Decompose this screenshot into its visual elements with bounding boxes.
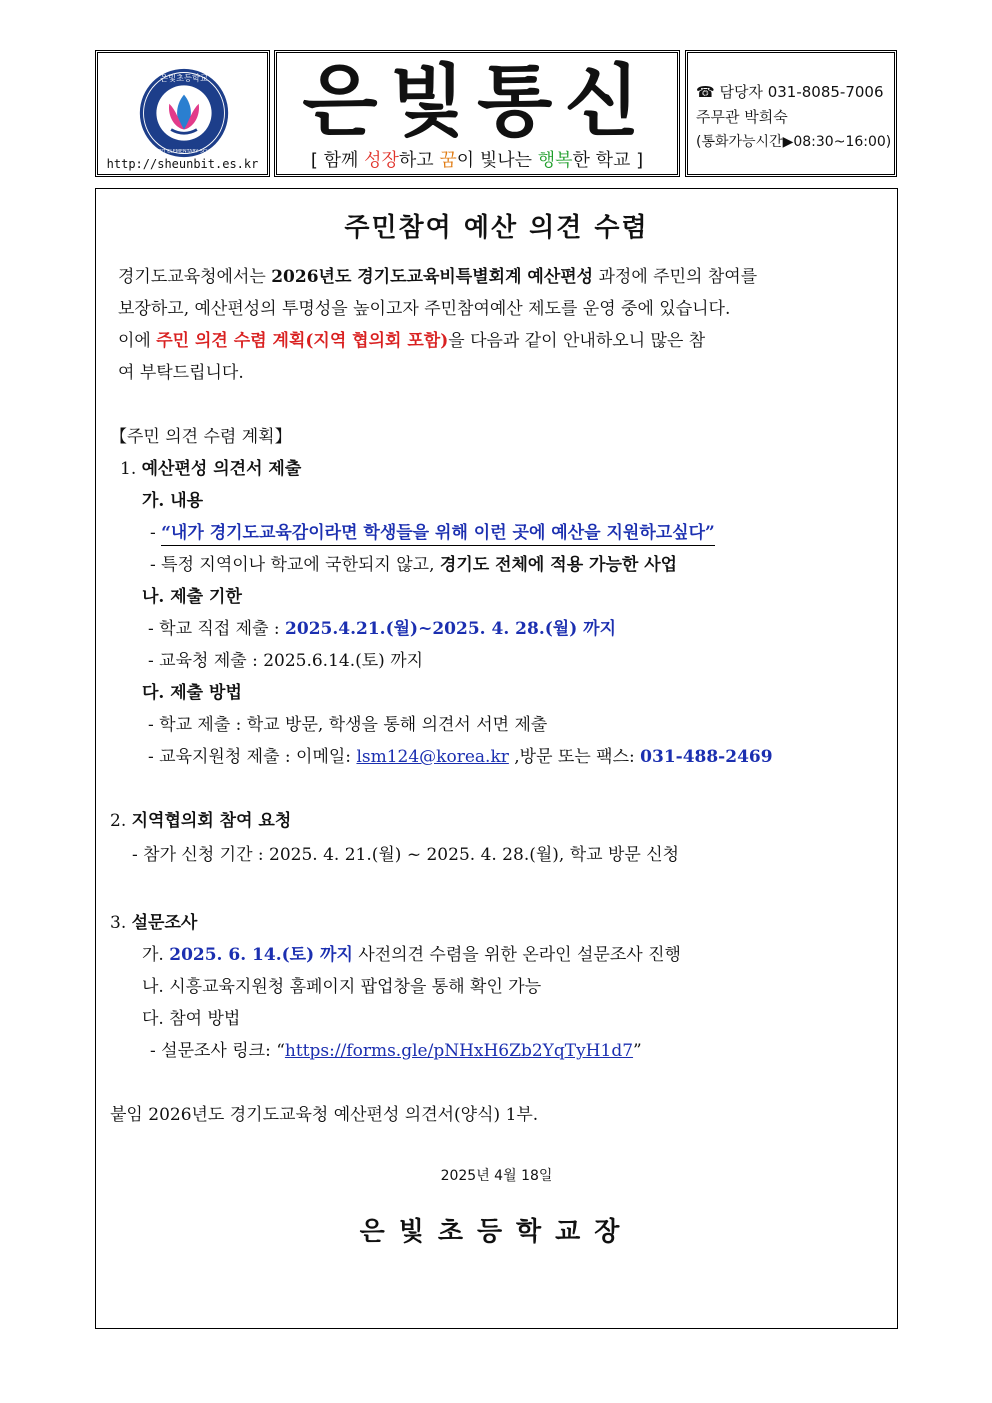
section-2-heading: 2. 지역협의회 참여 요청 (110, 811, 292, 831)
contact-phone: ☎ 담당자 031-8085-7006 (696, 83, 884, 101)
section-1-ga-heading: 가. 내용 (142, 491, 204, 511)
principal-signature: 은빛초등학교장 (359, 1217, 634, 1247)
school-logo-box (95, 50, 270, 177)
section-1-na-school: - 학교 직접 제출 : 2025.4.21.(월)~2025. 4. 28.(월) 까지 (148, 619, 617, 639)
section-1-heading: 1. 예산편성 의견서 제출 (120, 459, 302, 479)
section-1-ga-quote: - “내가 경기도교육감이라면 학생들을 위해 이런 곳에 예산을 지원하고싶다” (150, 518, 715, 543)
section-3-heading: 3. 설문조사 (110, 913, 198, 933)
intro-line-2: 보장하고, 예산편성의 투명성을 높이고자 주민참여예산 제도를 운영 중에 있습니다. (118, 299, 731, 319)
slogan-word-growth: 성장 (364, 150, 399, 171)
logo-ring-text: EUNBIT ELEMENTARY SCHOOL (148, 149, 220, 155)
document-date: 2025년 4월 18일 (440, 1168, 553, 1184)
contact-box (685, 50, 897, 177)
section-1-na-office: - 교육청 제출 : 2025.6.14.(토) 까지 (148, 651, 424, 671)
slogan-word-happiness: 행복 (537, 150, 573, 171)
section-2-period: - 참가 신청 기간 : 2025. 4. 21.(월) ~ 2025. 4. 28.(월), 학교 방문 신청 (132, 845, 680, 865)
school-url-link[interactable]: http://sheunbit.es.kr (106, 157, 259, 171)
section-1-da-office: - 교육지원청 제출 : 이메일: lsm124@korea.kr ,방문 또는 팩스: 031-488-2469 (148, 747, 773, 767)
intro-line-3: 이에 주민 의견 수렴 계획(지역 협의회 포함)을 다음과 같이 안내하오니 많은 참 (118, 331, 706, 351)
notice-document (95, 188, 898, 1329)
attachment-note: 붙임 2026년도 경기도교육청 예산편성 의견서(양식) 1부. (110, 1105, 539, 1125)
school-slogan: [ 함께 성장하고 꿈이 빛나는 행복한 학교 ] (310, 150, 644, 171)
survey-link-line: - 설문조사 링크: “https://forms.gle/pNHxH6Zb2YqTyH1d7” (150, 1041, 642, 1061)
plan-heading: 【주민 의견 수렴 계획】 (110, 427, 292, 447)
slogan-word-dream: 꿈 (439, 150, 457, 171)
section-1-ga-scope: - 특정 지역이나 학교에 국한되지 않고, 경기도 전체에 적용 가능한 사업 (150, 555, 678, 575)
document-title: 주민참여 예산 의견 수렴 (344, 213, 649, 243)
newsletter-title: 은빛통신 (302, 57, 652, 147)
email-link[interactable]: lsm124@korea.kr (356, 747, 509, 767)
intro-line-1: 경기도교육청에서는 2026년도 경기도교육비특별회계 예산편성 과정에 주민의 참여를 (118, 267, 758, 287)
newsletter-title-box (274, 50, 680, 177)
contact-person: 주무관 박희숙 (696, 108, 788, 126)
survey-link[interactable]: https://forms.gle/pNHxH6Zb2YqTyH1d7 (284, 1041, 634, 1061)
section-3-ga: 가. 2025. 6. 14.(토) 까지 사전의견 수렴을 위한 온라인 설문조사 진행 (142, 945, 681, 965)
logo-top-text: 은빛초등학교 (160, 72, 208, 83)
section-1-da-heading: 다. 제출 방법 (142, 683, 242, 703)
contact-hours: (통화가능시간▶08:30~16:00) (696, 134, 892, 150)
section-1-da-school: - 학교 제출 : 학교 방문, 학생을 통해 의견서 서면 제출 (148, 715, 548, 735)
school-emblem-icon (138, 67, 230, 159)
section-3-da: 다. 참여 방법 (142, 1009, 241, 1029)
section-3-na: 나. 시흥교육지원청 홈페이지 팝업창을 통해 확인 가능 (142, 977, 542, 997)
intro-line-4: 여 부탁드립니다. (118, 363, 244, 383)
fax-number: 031-488-2469 (640, 747, 773, 767)
section-1-na-heading: 나. 제출 기한 (142, 587, 242, 607)
